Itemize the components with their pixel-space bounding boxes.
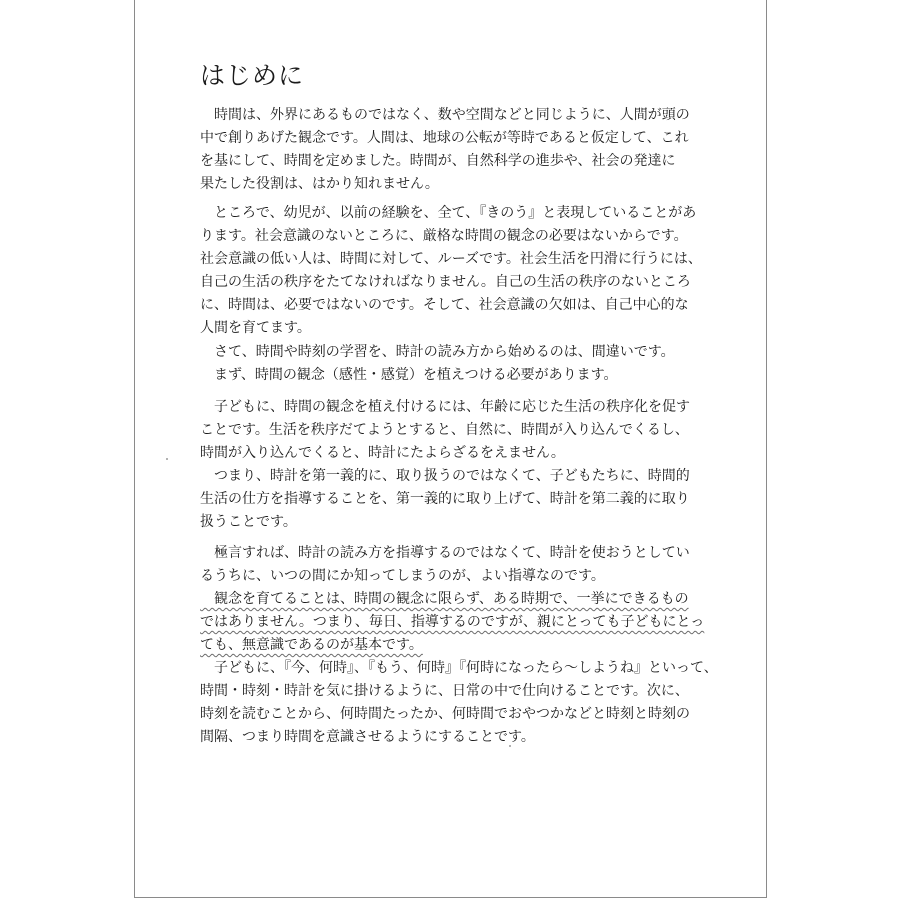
text-line: 果たした役割は、はかり知れません。 xyxy=(200,176,439,192)
text-line: 扱うことです。 xyxy=(200,514,297,530)
underlined-text-line: 観念を育てることは、時間の観念に限らず、ある時期で、一挙にできるもの xyxy=(200,591,689,607)
text-line: 生活の仕方を指導することを、第一義的に取り上げて、時計を第二義的に取り xyxy=(200,491,690,507)
text-line: 時間・時刻・時計を気に掛けるように、日常の中で仕向けることです。次に、 xyxy=(200,683,689,699)
text-line: を基にして、時間を定めました。時間が、自然科学の進歩や、社会の発達に xyxy=(200,153,676,169)
underlined-text-line: ても、無意識であるのが基本です。 xyxy=(200,637,423,653)
scan-speck xyxy=(509,745,511,747)
text-line: まず、時間の観念（感性・感覚）を植えつける必要があります。 xyxy=(200,367,618,383)
paragraph-4 xyxy=(200,396,720,534)
text-line: 自己の生活の秩序をたてなければなりません。自己の生活の秩序のないところ xyxy=(200,274,691,290)
text-line: に、時間は、必要ではないのです。そして、社会意識の欠如は、自己中心的な xyxy=(200,297,689,313)
paragraph-2 xyxy=(200,202,720,340)
text-line: 時間は、外界にあるものではなく、数や空間などと同じように、人間が頭の xyxy=(200,107,690,123)
text-line: ところで、幼児が、以前の経験を、全て、『きのう』と表現していることがあ xyxy=(200,205,697,221)
text-line: ことです。生活を秩序だてようとすると、自然に、時間が入り込んでくるし、 xyxy=(200,422,689,438)
text-line: さて、時間や時刻の学習を、時計の読み方から始めるのは、間違いです。 xyxy=(200,344,675,360)
text-line: 子どもに、時間の観念を植え付けるには、年齢に応じた生活の秩序化を促す xyxy=(200,399,690,415)
paragraph-1 xyxy=(200,104,720,196)
text-line: ります。社会意識のないところに、厳格な時間の観念の必要はないからです。 xyxy=(200,228,688,244)
paragraph-5 xyxy=(200,542,720,749)
text-line: 人間を育てます。 xyxy=(200,320,311,336)
text-line: つまり、時計を第一義的に、取り扱うのではなくて、子どもたちに、時間的 xyxy=(200,468,690,484)
text-line: 中で創りあげた観念です。人間は、地球の公転が等時であると仮定して、これ xyxy=(200,130,689,146)
text-line: 子どもに、『今、何時』、『もう、何時』『何時になったら～しようね』といって、 xyxy=(200,660,718,676)
scan-speck xyxy=(166,458,168,460)
text-line: 時刻を読むことから、何時間たったか、何時間でおやつかなどと時刻と時刻の xyxy=(200,706,690,722)
text-line: 極言すれば、時計の読み方を指導するのではなくて、時計を使おうとしてい xyxy=(200,545,690,561)
text-line: 社会意識の低い人は、時間に対して、ルーズです。社会生活を円滑に行うには、 xyxy=(200,251,702,267)
paragraph-3 xyxy=(200,341,720,387)
page-title: はじめに xyxy=(200,61,305,90)
underlined-text-line: ではありません。つまり、毎日、指導するのですが、親にとっても子どもにとっ xyxy=(200,614,705,630)
text-line: るうちに、いつの間にか知ってしまうのが、よい指導なのです。 xyxy=(200,568,605,584)
text-line: 時間が入り込んでくると、時計にたよらざるをえません。 xyxy=(200,445,565,461)
text-line: 間隔、つまり時間を意識させるようにすることです。 xyxy=(200,729,535,745)
